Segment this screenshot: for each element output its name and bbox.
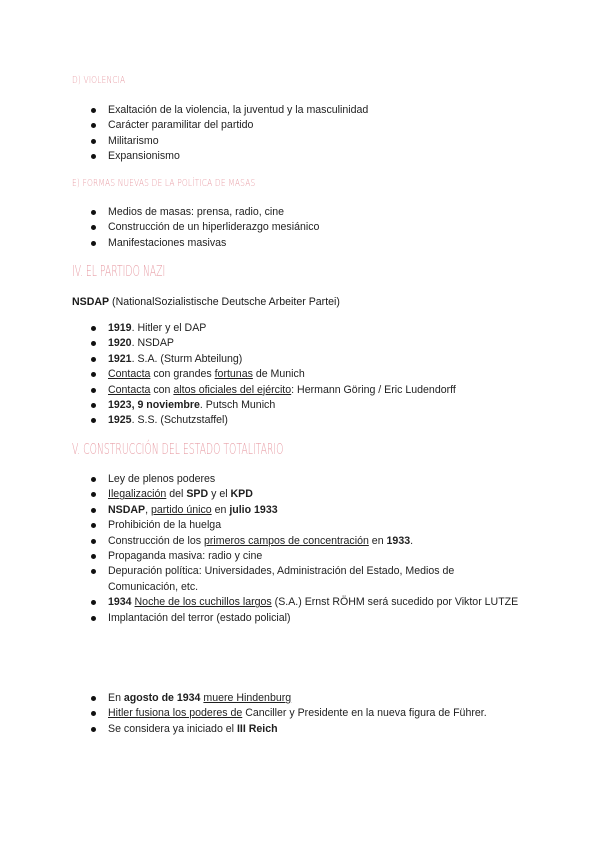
list-item: Contacta con altos oficiales del ejército: Hermann Göring / Eric Ludendorff [0, 383, 600, 398]
list-violencia [0, 103, 600, 165]
list-item: Manifestaciones masivas [0, 236, 600, 251]
list-item: NSDAP, partido único en julio 1933 [0, 503, 600, 518]
list-item: Prohibición de la huelga [0, 518, 600, 533]
list-item: Exaltación de la violencia, la juventud y la masculinidad [0, 103, 600, 118]
nsdap-intro [72, 295, 340, 310]
list-item: Construcción de un hiperliderazgo mesiánico [0, 220, 600, 235]
list-item: Medios de masas: prensa, radio, cine [0, 205, 600, 220]
list-item: 1920. NSDAP [0, 336, 600, 351]
list-iii-reich [0, 691, 600, 737]
list-item: 1921. S.A. (Sturm Abteilung) [0, 352, 600, 367]
list-item: Contacta con grandes fortunas de Munich [0, 367, 600, 382]
heading-partido-nazi: IV. EL PARTIDO NAZI [72, 262, 166, 280]
list-item: Militarismo [0, 134, 600, 149]
nsdap-fullname: (NationalSozialistische Deutsche Arbeiter Partei) [109, 296, 340, 308]
list-item: Implantación del terror (estado policial) [0, 611, 600, 626]
list-item: Ilegalización del SPD y el KPD [0, 487, 600, 502]
list-item: Construcción de los primeros campos de concentración en 1933. [0, 534, 600, 549]
list-item: 1934 Noche de los cuchillos largos (S.A.) Ernst RÖHM será sucedido por Viktor LUTZE [0, 595, 600, 610]
nsdap-bold: NSDAP [72, 296, 110, 308]
list-item: Depuración política: Universidades, Administración del Estado, Medios de Comunicación, etc. [0, 564, 600, 595]
list-item: 1925. S.S. (Schutzstaffel) [0, 413, 600, 428]
list-formas-nuevas [0, 205, 600, 251]
list-item: Hitler fusiona los poderes de Canciller y Presidente en la nueva figura de Führer. [0, 706, 600, 721]
list-item: Se considera ya iniciado el III Reich [0, 722, 600, 737]
list-estado-totalitario [0, 472, 600, 626]
list-item: Expansionismo [0, 149, 600, 164]
list-item: Carácter paramilitar del partido [0, 118, 600, 133]
heading-formas-nuevas: E) FORMAS NUEVAS DE LA POLÍTICA DE MASAS [72, 178, 256, 189]
list-item: Ley de plenos poderes [0, 472, 600, 487]
list-item: 1919. Hitler y el DAP [0, 321, 600, 336]
heading-estado-totalitario: V. CONSTRUCCIÓN DEL ESTADO TOTALITARIO [72, 440, 284, 458]
list-partido-nazi [0, 321, 600, 429]
list-item: Propaganda masiva: radio y cine [0, 549, 600, 564]
heading-violencia: D) VIOLENCIA [72, 75, 126, 86]
list-item: En agosto de 1934 muere Hindenburg [0, 691, 600, 706]
list-item: 1923, 9 noviembre. Putsch Munich [0, 398, 600, 413]
